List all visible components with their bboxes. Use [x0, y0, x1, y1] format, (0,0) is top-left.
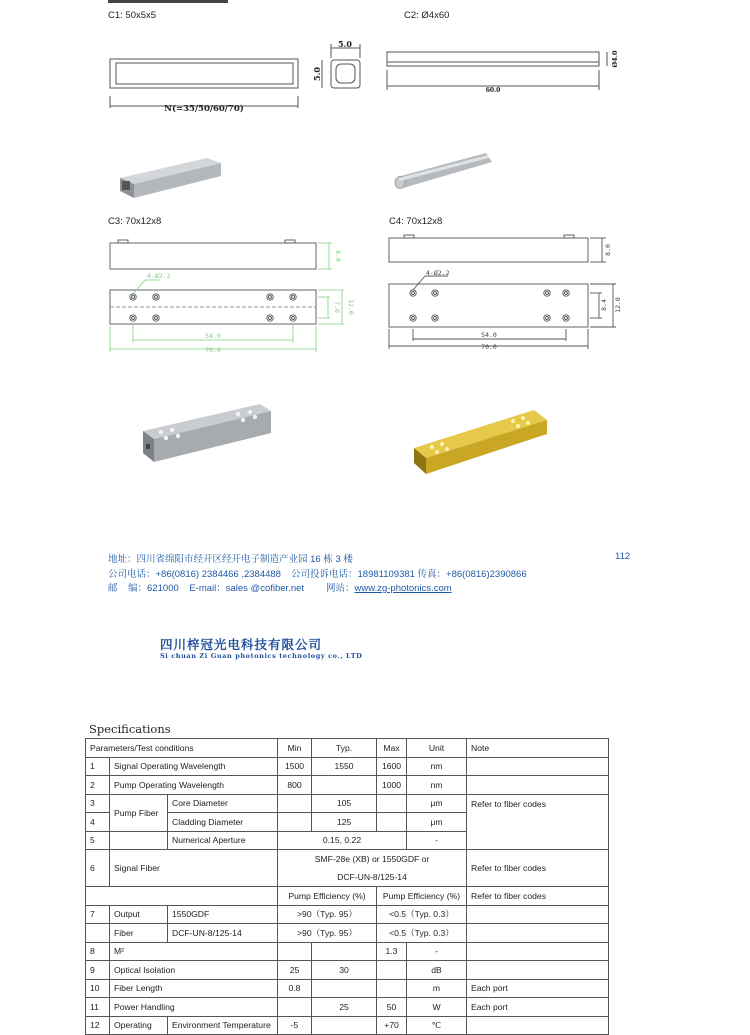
pump-efficiency-header-2: Pump Efficiency (%): [377, 887, 467, 906]
footer-complaint: 公司投诉电话：18981109381 传真：+86(0816)2390866: [291, 569, 527, 580]
row-param: Fiber Length: [110, 979, 278, 998]
c3-label: C3: 70x12x8: [108, 216, 162, 227]
website-link[interactable]: www.zg-photonics.com: [354, 583, 452, 594]
table-row: [86, 757, 609, 776]
row-note: Refer to fiber codes: [467, 887, 609, 906]
c1-label: C1: 50x5x5: [108, 10, 157, 21]
footer-address: 地址：四川省绵阳市经开区经开电子制造产业园 16 栋 3 楼: [108, 554, 353, 565]
row-typ: 105: [312, 794, 377, 813]
c4-label: C4: 70x12x8: [389, 216, 443, 227]
c4-3d-render: [414, 410, 547, 474]
row-param: Numerical Aperture: [168, 831, 278, 850]
row-unit: nm: [407, 757, 467, 776]
th-param: Parameters/Test conditions: [86, 739, 278, 758]
row-max: +70: [377, 1016, 407, 1035]
row-max: [377, 979, 407, 998]
footer-phone: 公司电话：+86(0816) 2384466 ,2384488: [108, 569, 281, 580]
c1-width-dim: 5.0: [338, 39, 352, 49]
row-group-output: Output: [110, 905, 168, 924]
row-no: [86, 924, 110, 943]
table-row: [86, 850, 609, 887]
c3-hole-note: 4-Ø2.2: [147, 272, 171, 280]
c4-dim-12: 12.0: [614, 297, 622, 313]
row-max: 1.3: [377, 942, 407, 961]
row-unit: ℃: [407, 1016, 467, 1035]
row-no: 4: [86, 813, 110, 832]
c3-dims: [318, 243, 332, 269]
table-row: [86, 924, 609, 943]
spec-title: Specifications: [89, 722, 171, 736]
c3-dim-54: 54.0: [205, 332, 221, 340]
row-value: [278, 850, 467, 887]
spec-table: [85, 738, 609, 1035]
row-typ: 125: [312, 813, 377, 832]
row-eff: <0.5（Typ. 0.3）: [377, 905, 467, 924]
table-row: [86, 961, 609, 980]
row-min: [278, 794, 312, 813]
row-group-empty: [110, 831, 168, 850]
row-min: -5: [278, 1016, 312, 1035]
row-max: 1600: [377, 757, 407, 776]
c3-3d-render: [143, 404, 271, 462]
c1-3d-render: [120, 158, 221, 198]
website-label: 网站：: [326, 583, 355, 594]
company-name-cn: 四川梓冠光电科技有限公司: [160, 637, 323, 652]
row-no: 2: [86, 776, 110, 795]
table-row: [86, 1016, 609, 1035]
row-no: 9: [86, 961, 110, 980]
row-max: 1000: [377, 776, 407, 795]
row-min: 0.8: [278, 979, 312, 998]
row-note: [467, 924, 609, 943]
row-param: M²: [110, 942, 278, 961]
row-param: Optical Isolation: [110, 961, 278, 980]
row-fiber: 1550GDF: [168, 905, 278, 924]
row-max: 50: [377, 998, 407, 1017]
row-max: [377, 961, 407, 980]
row-eff: <0.5（Typ. 0.3）: [377, 924, 467, 943]
c1-length-dim: N(=35/50/60/70): [164, 104, 244, 114]
c2-dia-dim: Ø4.0: [611, 50, 619, 68]
th-min: Min: [278, 739, 312, 758]
row-unit: -: [407, 942, 467, 961]
row-group-pump-fiber: Pump Fiber: [110, 794, 168, 831]
row-unit: μm: [407, 794, 467, 813]
row-typ: 1550: [312, 757, 377, 776]
row-unit: μm: [407, 813, 467, 832]
row-unit: -: [407, 831, 467, 850]
row-param: Signal Operating Wavelength: [110, 757, 278, 776]
row-sub: Environment Temperature: [168, 1016, 278, 1035]
page-number: 112: [615, 551, 631, 562]
row-group-fiber: Fiber: [110, 924, 168, 943]
row-note: [467, 776, 609, 795]
c4-dim-70: 70.0: [481, 343, 497, 351]
table-row: [86, 776, 609, 795]
row-no: 3: [86, 794, 110, 813]
row-no: 12: [86, 1016, 110, 1035]
row-note: Each port: [467, 998, 609, 1017]
row-param: Signal Fiber: [110, 850, 278, 887]
c1-end-view: [322, 44, 360, 88]
row-unit: W: [407, 998, 467, 1017]
row-no: 1: [86, 757, 110, 776]
th-typ: Typ.: [312, 739, 377, 758]
footer-website: [326, 580, 452, 594]
row-no: 7: [86, 905, 110, 924]
row-note: Each port: [467, 979, 609, 998]
row-eff: >90（Typ. 95）: [278, 905, 377, 924]
c4-front-view: [389, 276, 616, 349]
row-note: [467, 942, 609, 961]
c1-height-dim: 5.0: [312, 67, 322, 81]
c2-3d-render: [395, 153, 492, 189]
row-min: [278, 942, 312, 961]
table-row: [86, 794, 609, 813]
row-param: Operating: [110, 1016, 168, 1035]
table-row: [86, 998, 609, 1017]
c3-dim-7: 7.0: [333, 301, 341, 313]
row-min: 25: [278, 961, 312, 980]
table-header-row: [86, 739, 609, 758]
row-empty: [86, 887, 278, 906]
c2-length-dim: 60.0: [485, 87, 501, 94]
row-typ: 30: [312, 961, 377, 980]
c4-top-view: [389, 235, 606, 262]
row-no: 6: [86, 850, 110, 887]
c3-dim-12: 12.0: [347, 299, 355, 315]
row-param: Cladding Diameter: [168, 813, 278, 832]
row-fiber: DCF-UN-8/125-14: [168, 924, 278, 943]
c4-dim-54: 54.0: [481, 331, 497, 339]
row-unit: nm: [407, 776, 467, 795]
row-typ: [312, 979, 377, 998]
c3-height-dim: 8.0: [334, 250, 342, 262]
row-min: [278, 813, 312, 832]
row-note: Refer to fiber codes: [467, 850, 609, 887]
row-note: [467, 757, 609, 776]
row-typ: [312, 776, 377, 795]
c2-side-view: [387, 52, 607, 90]
c4-dim-84: 8.4: [600, 299, 608, 311]
row-typ: [312, 942, 377, 961]
row-no: 8: [86, 942, 110, 961]
table-row: [86, 942, 609, 961]
row-note: [467, 961, 609, 980]
row-unit: dB: [407, 961, 467, 980]
footer-postcode-email: 邮 编：621000 E-mail：sales @cofiber.net: [108, 583, 305, 594]
c2-label: C2: Ø4x60: [404, 10, 450, 21]
th-unit: Unit: [407, 739, 467, 758]
th-note: Note: [467, 739, 609, 758]
row-no: 5: [86, 831, 110, 850]
row-note: Refer to fiber codes: [467, 794, 609, 850]
row-note: [467, 905, 609, 924]
row-unit: m: [407, 979, 467, 998]
row-min: 1500: [278, 757, 312, 776]
row-min: 800: [278, 776, 312, 795]
row-typ: 25: [312, 998, 377, 1017]
th-max: Max: [377, 739, 407, 758]
row-param: Pump Operating Wavelength: [110, 776, 278, 795]
row-param: Power Handling: [110, 998, 278, 1017]
row-max: [377, 813, 407, 832]
row-typ: [312, 1016, 377, 1035]
signal-fiber-line1: SMF-28e (XB) or 1550GDF or: [314, 854, 430, 864]
signal-fiber-line2: DCF-UN-8/125-14: [337, 872, 407, 882]
row-no: 10: [86, 979, 110, 998]
row-value: 0.15, 0.22: [278, 831, 407, 850]
table-row: [86, 905, 609, 924]
c3-front-dims: [110, 280, 344, 352]
row-min: [278, 998, 312, 1017]
c3-dim-70: 70.0: [205, 346, 221, 354]
c4-height-dim: 8.0: [604, 244, 612, 256]
row-no: 11: [86, 998, 110, 1017]
row-max: [377, 794, 407, 813]
c4-hole-note: 4-Ø2.2: [426, 269, 450, 277]
table-row: [86, 887, 609, 906]
pump-efficiency-header-1: Pump Efficiency (%): [278, 887, 377, 906]
c1-side-view: [110, 59, 298, 108]
company-name-en: Si chuan Zi Guan photonics technology co., LTD: [160, 652, 363, 660]
row-param: Core Diameter: [168, 794, 278, 813]
c3-top-view: [110, 240, 316, 269]
row-eff: >90（Typ. 95）: [278, 924, 377, 943]
row-note: [467, 1016, 609, 1035]
c3-front-view: [110, 290, 316, 324]
table-row: [86, 979, 609, 998]
